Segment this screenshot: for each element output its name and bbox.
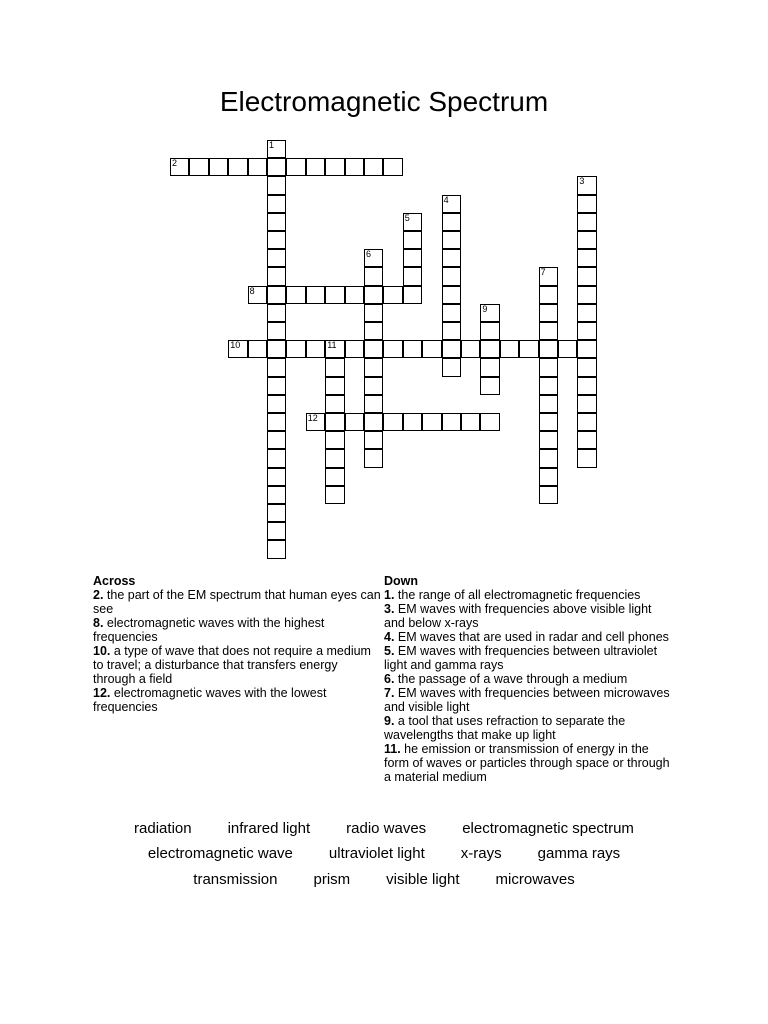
crossword-cell[interactable]: [577, 431, 596, 449]
word-bank-item: gamma rays: [537, 845, 621, 862]
crossword-cell[interactable]: [325, 468, 344, 486]
crossword-cell[interactable]: [267, 431, 286, 449]
clue-across-10: 10. a type of wave that does not require a medium to travel; a disturbance that transfers energy through a field: [93, 644, 371, 686]
crossword-cell[interactable]: [577, 358, 596, 376]
crossword-cell[interactable]: [267, 304, 286, 322]
crossword-cell[interactable]: [577, 213, 596, 231]
crossword-cell[interactable]: [267, 213, 286, 231]
crossword-cell[interactable]: [403, 231, 422, 249]
crossword-cell[interactable]: [480, 377, 499, 395]
crossword-cell[interactable]: [577, 322, 596, 340]
crossword-cell[interactable]: [442, 286, 461, 304]
crossword-cell[interactable]: [480, 304, 499, 322]
clue-number: 9: [482, 303, 488, 314]
word-bank-row-2: [0, 845, 768, 862]
clue-number: 11: [327, 340, 337, 351]
word-bank-item: visible light: [386, 871, 460, 888]
clue-number: 7: [540, 267, 546, 278]
crossword-cell[interactable]: [403, 213, 422, 231]
clue-number: 3: [579, 176, 585, 187]
crossword-cell[interactable]: [442, 249, 461, 267]
crossword-cell[interactable]: [325, 486, 344, 504]
crossword-cell[interactable]: [267, 522, 286, 540]
clue-across-12: 12. electromagnetic waves with the lowest frequencies: [93, 686, 327, 714]
crossword-cell[interactable]: [267, 449, 286, 467]
crossword-cell[interactable]: [519, 340, 538, 358]
crossword-cell[interactable]: [577, 267, 596, 285]
clue-number: 4: [443, 194, 449, 205]
crossword-cell[interactable]: [539, 431, 558, 449]
crossword-cell[interactable]: [267, 358, 286, 376]
crossword-cell[interactable]: [422, 340, 441, 358]
clue-number: 5: [404, 212, 410, 223]
clue-number: 10: [230, 340, 241, 351]
crossword-cell[interactable]: [364, 304, 383, 322]
crossword-grid: [170, 140, 600, 562]
clue-down-1: 1. the range of all electromagnetic frequencies: [384, 588, 641, 602]
crossword-cell[interactable]: [325, 358, 344, 376]
crossword-cell[interactable]: [577, 304, 596, 322]
crossword-cell[interactable]: [364, 322, 383, 340]
crossword-cell[interactable]: [403, 249, 422, 267]
down-heading: Down: [384, 574, 419, 588]
crossword-cell[interactable]: [577, 395, 596, 413]
crossword-cell[interactable]: [345, 340, 364, 358]
word-bank-item: x-rays: [460, 845, 502, 862]
crossword-cell[interactable]: [364, 158, 383, 176]
crossword-cell[interactable]: [539, 304, 558, 322]
crossword-cell[interactable]: [364, 249, 383, 267]
crossword-cell[interactable]: [480, 413, 499, 431]
crossword-cell[interactable]: [539, 322, 558, 340]
crossword-cell[interactable]: [209, 158, 228, 176]
crossword-cell[interactable]: [267, 286, 286, 304]
crossword-cell[interactable]: [306, 413, 325, 431]
word-bank-item: infrared light: [227, 820, 311, 837]
across-clues: [93, 574, 381, 714]
crossword-cell[interactable]: [267, 322, 286, 340]
crossword-cell[interactable]: [442, 213, 461, 231]
crossword-cell[interactable]: [286, 286, 305, 304]
crossword-cell[interactable]: [325, 449, 344, 467]
crossword-cell[interactable]: [267, 413, 286, 431]
crossword-cell[interactable]: [403, 267, 422, 285]
crossword-cell[interactable]: [228, 340, 247, 358]
crossword-cell[interactable]: [539, 377, 558, 395]
crossword-cell[interactable]: [364, 286, 383, 304]
crossword-cell[interactable]: [267, 158, 286, 176]
crossword-cell[interactable]: [442, 413, 461, 431]
crossword-cell[interactable]: [364, 449, 383, 467]
clue-number: 1: [269, 140, 275, 150]
crossword-cell[interactable]: [539, 486, 558, 504]
crossword-cell[interactable]: [539, 395, 558, 413]
crossword-cell[interactable]: [403, 286, 422, 304]
crossword-cell[interactable]: [286, 340, 305, 358]
clue-down-9: 9. a tool that uses refraction to separate the wavelengths that make up light: [384, 714, 626, 742]
crossword-cell[interactable]: [539, 267, 558, 285]
across-heading: Across: [93, 574, 136, 588]
crossword-cell[interactable]: [577, 413, 596, 431]
clue-number: 6: [366, 249, 372, 260]
crossword-cell[interactable]: [577, 231, 596, 249]
crossword-cell[interactable]: [364, 413, 383, 431]
clue-number: 2: [172, 158, 178, 169]
crossword-cell[interactable]: [325, 286, 344, 304]
crossword-cell[interactable]: [364, 358, 383, 376]
clue-down-3: 3. EM waves with frequencies above visible light and below x-rays: [384, 602, 652, 630]
crossword-cell[interactable]: [577, 286, 596, 304]
crossword-cell[interactable]: [480, 322, 499, 340]
crossword-cell[interactable]: [383, 286, 402, 304]
crossword-cell[interactable]: [403, 413, 422, 431]
crossword-cell[interactable]: [325, 377, 344, 395]
word-bank-item: electromagnetic wave: [147, 845, 293, 862]
crossword-cell[interactable]: [461, 340, 480, 358]
crossword-cell[interactable]: [480, 358, 499, 376]
crossword-cell[interactable]: [267, 377, 286, 395]
crossword-cell[interactable]: [345, 158, 364, 176]
crossword-cell[interactable]: [189, 158, 208, 176]
crossword-cell[interactable]: [442, 231, 461, 249]
crossword-cell[interactable]: [442, 340, 461, 358]
crossword-cell[interactable]: [267, 140, 286, 158]
word-bank-item: electromagnetic spectrum: [462, 820, 634, 837]
crossword-cell[interactable]: [170, 158, 189, 176]
clue-down-4: 4. EM waves that are used in radar and cell phones: [384, 630, 669, 644]
crossword-cell[interactable]: [345, 413, 364, 431]
crossword-cell[interactable]: [325, 340, 344, 358]
crossword-cell[interactable]: [248, 286, 267, 304]
crossword-cell[interactable]: [442, 304, 461, 322]
clue-number: 8: [249, 285, 255, 296]
crossword-cell[interactable]: [267, 340, 286, 358]
crossword-cell[interactable]: [248, 158, 267, 176]
word-bank-item: radiation: [134, 820, 192, 837]
crossword-cell[interactable]: [577, 249, 596, 267]
crossword-cell[interactable]: [383, 158, 402, 176]
crossword-cell[interactable]: [539, 468, 558, 486]
crossword-cell[interactable]: [539, 413, 558, 431]
crossword-cell[interactable]: [442, 358, 461, 376]
word-bank-item: ultraviolet light: [328, 845, 425, 862]
crossword-cell[interactable]: [364, 395, 383, 413]
crossword-cell[interactable]: [306, 340, 325, 358]
crossword-cell[interactable]: [422, 413, 441, 431]
crossword-cell[interactable]: [383, 340, 402, 358]
crossword-cell[interactable]: [364, 340, 383, 358]
word-bank-item: microwaves: [495, 871, 575, 888]
crossword-cell[interactable]: [383, 413, 402, 431]
crossword-cell[interactable]: [286, 158, 305, 176]
crossword-cell[interactable]: [267, 176, 286, 194]
clue-down-7: 7. EM waves with frequencies between microwaves and visible light: [384, 686, 670, 714]
crossword-cell[interactable]: [364, 377, 383, 395]
down-clues: [384, 574, 674, 784]
crossword-cell[interactable]: [267, 540, 286, 558]
crossword-cell[interactable]: [267, 267, 286, 285]
clue-down-6: 6. the passage of a wave through a medium: [384, 672, 628, 686]
crossword-cell[interactable]: [539, 358, 558, 376]
crossword-cell[interactable]: [442, 322, 461, 340]
crossword-cell[interactable]: [325, 431, 344, 449]
word-bank-item: radio waves: [346, 820, 427, 837]
crossword-cell[interactable]: [480, 340, 499, 358]
crossword-cell[interactable]: [306, 286, 325, 304]
crossword-cell[interactable]: [461, 413, 480, 431]
crossword-cell[interactable]: [248, 340, 267, 358]
word-bank-row-1: [0, 820, 768, 837]
crossword-cell[interactable]: [267, 486, 286, 504]
clue-down-5: 5. EM waves with frequencies between ultraviolet light and gamma rays: [384, 644, 658, 672]
crossword-cell[interactable]: [364, 267, 383, 285]
clue-down-11: 11. he emission or transmission of energy in the form of waves or particles through space or through a material medium: [384, 742, 670, 784]
clue-across-8: 8. electromagnetic waves with the highest frequencies: [93, 616, 325, 644]
word-bank-row-3: [0, 871, 768, 888]
crossword-cell[interactable]: [364, 431, 383, 449]
crossword-cell[interactable]: [558, 340, 577, 358]
crossword-cell[interactable]: [325, 158, 344, 176]
clue-across-2: 2. the part of the EM spectrum that human eyes can see: [93, 588, 381, 616]
crossword-cell[interactable]: [267, 231, 286, 249]
crossword-cell[interactable]: [306, 158, 325, 176]
crossword-cell[interactable]: [267, 468, 286, 486]
crossword-cell[interactable]: [577, 340, 596, 358]
crossword-cell[interactable]: [325, 413, 344, 431]
crossword-cell[interactable]: [345, 286, 364, 304]
crossword-cell[interactable]: [500, 340, 519, 358]
crossword-cell[interactable]: [577, 176, 596, 194]
crossword-cell[interactable]: [539, 286, 558, 304]
crossword-cell[interactable]: [325, 395, 344, 413]
crossword-cell[interactable]: [442, 195, 461, 213]
crossword-cell[interactable]: [267, 195, 286, 213]
crossword-cell[interactable]: [267, 249, 286, 267]
crossword-cell[interactable]: [267, 504, 286, 522]
crossword-cell[interactable]: [577, 449, 596, 467]
crossword-cell[interactable]: [577, 377, 596, 395]
word-bank-item: transmission: [193, 871, 278, 888]
crossword-cell[interactable]: [442, 267, 461, 285]
clue-number: 12: [307, 413, 318, 423]
crossword-cell[interactable]: [539, 340, 558, 358]
crossword-cell[interactable]: [403, 340, 422, 358]
crossword-cell[interactable]: [577, 195, 596, 213]
crossword-cell[interactable]: [539, 449, 558, 467]
word-bank-item: prism: [313, 871, 351, 888]
crossword-cell[interactable]: [228, 158, 247, 176]
page-title: Electromagnetic Spectrum: [219, 86, 549, 117]
crossword-cell[interactable]: [267, 395, 286, 413]
